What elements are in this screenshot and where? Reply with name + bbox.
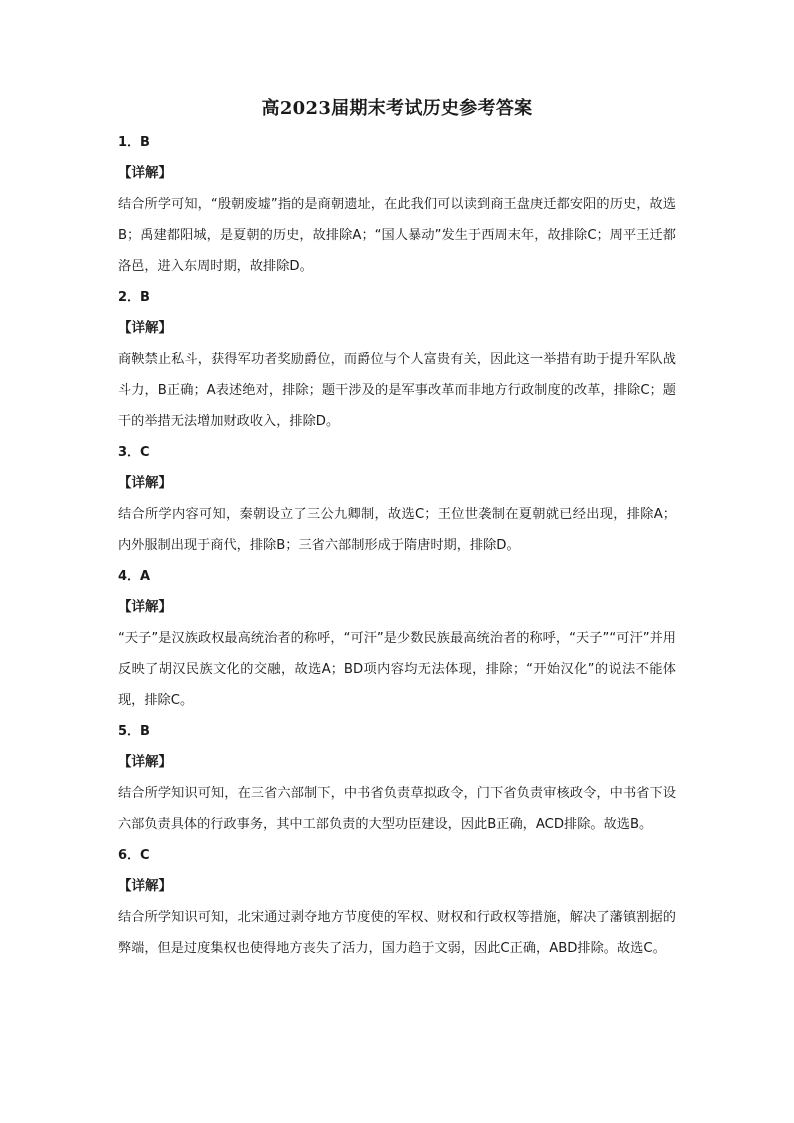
question-number: 5．B [118, 724, 150, 739]
question-1 [118, 127, 676, 282]
explanation-label: 【详解】 [118, 599, 172, 615]
question-4 [118, 561, 676, 716]
document-title: 高2023届期末考试历史参考答案 [261, 98, 533, 119]
question-number: 2．B [118, 290, 150, 305]
explanation-text: “天子”是汉族政权最高统治者的称呼，“可汗”是少数民族最高统治者的称呼，“天子”“可汗”并用反映了胡汉民族文化的交融，故选A；BD项内容均无法体现，排除；“开始汉化”的说法不能体现，排除C。 [118, 631, 676, 708]
question-2 [118, 282, 676, 437]
explanation-label: 【详解】 [118, 165, 172, 181]
explanation-label: 【详解】 [118, 320, 172, 336]
explanation-text: 商鞅禁止私斗，获得军功者奖励爵位，而爵位与个人富贵有关，因此这一举措有助于提升军队战斗力，B正确；A表述绝对，排除；题干涉及的是军事改革而非地方行政制度的改革，排除C；题干的举措无法增加财政收入，排除D。 [118, 352, 676, 429]
explanation-text: 结合所学知识可知，北宋通过剥夺地方节度使的军权、财权和行政权等措施，解决了藩镇割据的弊端，但是过度集权也使得地方丧失了活力，国力趋于文弱，因此C正确，ABD排除。故选C。 [118, 910, 676, 956]
question-number: 1．B [118, 135, 150, 150]
explanation-text: 结合所学内容可知，秦朝设立了三公九卿制，故选C；王位世袭制在夏朝就已经出现，排除A；内外服制出现于商代，排除B；三省六部制形成于隋唐时期，排除D。 [118, 507, 676, 553]
explanation-label: 【详解】 [118, 475, 172, 491]
explanation-label: 【详解】 [118, 878, 172, 894]
question-number: 4．A [118, 569, 151, 584]
question-3 [118, 437, 676, 561]
question-6 [118, 840, 676, 964]
question-5 [118, 716, 676, 840]
explanation-text: 结合所学可知，“殷朝废墟”指的是商朝遗址，在此我们可以读到商王盘庚迁都安阳的历史，故选B；禹建都阳城，是夏朝的历史，故排除A；“国人暴动”发生于西周末年，故排除C；周平王迁都洛邑，进入东周时期，故排除D。 [118, 197, 676, 274]
question-number: 3．C [118, 445, 150, 460]
question-number: 6．C [118, 848, 150, 863]
explanation-label: 【详解】 [118, 754, 172, 770]
explanation-text: 结合所学知识可知，在三省六部制下，中书省负责草拟政令，门下省负责审核政令，中书省下设六部负责具体的行政事务，其中工部负责的大型功臣建设，因此B正确，ACD排除。故选B。 [118, 786, 676, 832]
